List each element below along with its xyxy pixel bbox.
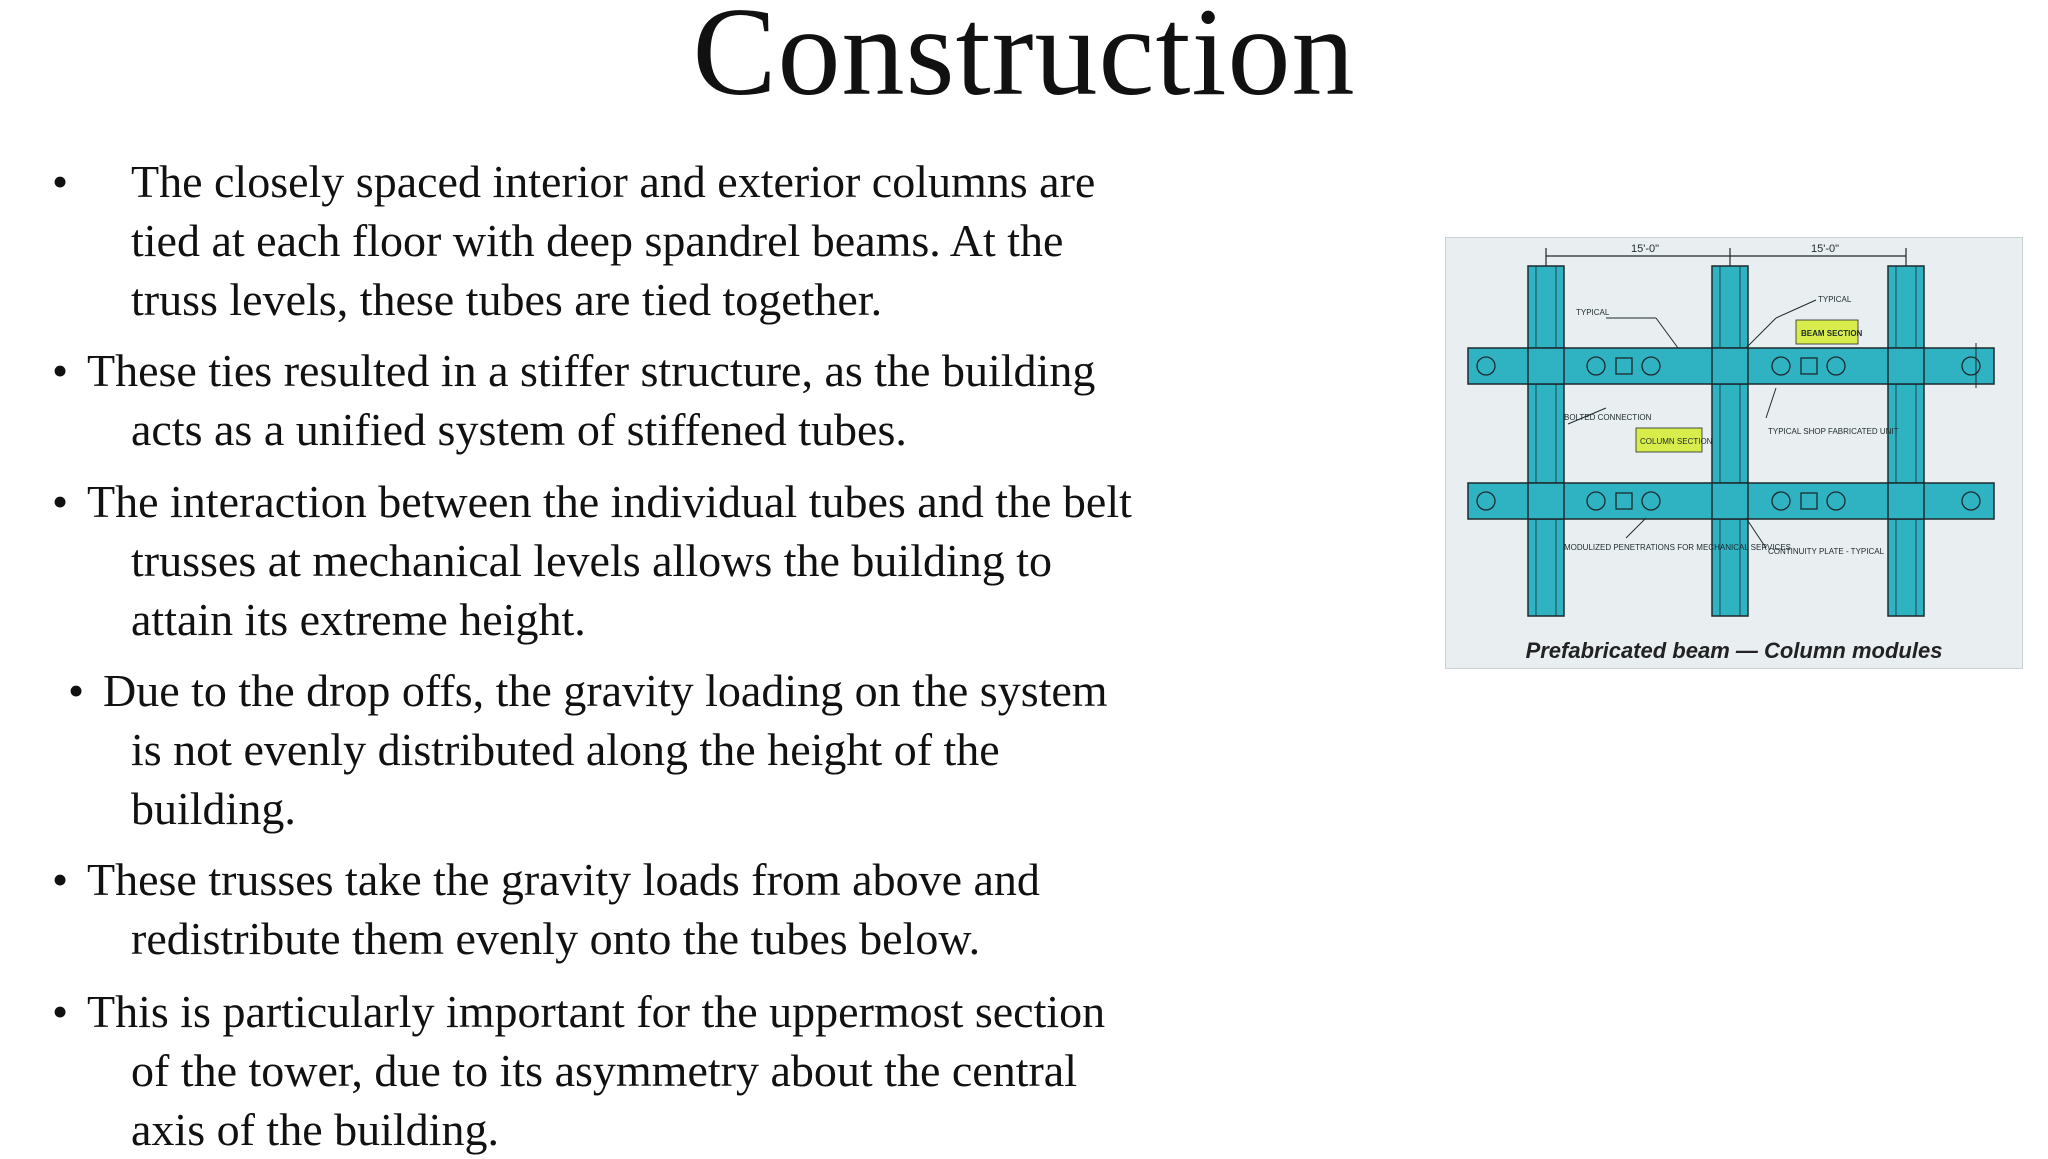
callout-penetrations: MODULIZED PENETRATIONS FOR MECHANICAL SERVICES [1564,543,1791,552]
bullet-line: of the tower, due to its asymmetry about the central [131,1045,1077,1096]
bullet-line: This is particularly important for the uppermost section [87,986,1106,1037]
bullet-item [52,472,1132,649]
bullet-line: trusses at mechanical levels allows the building to [131,535,1053,586]
callout-typical: TYPICAL [1576,308,1610,317]
bullet-line: These trusses take the gravity loads from above and [87,854,1040,905]
bullet-line: tied at each floor with deep spandrel beams. At the [131,215,1064,266]
callout-typical-right: TYPICAL [1818,295,1852,304]
slide-title: Construction [692,0,1356,122]
bullet-line: is not evenly distributed along the height of the [131,724,1000,775]
bullet-item [52,982,1105,1159]
bullet-line: attain its extreme height. [131,594,586,645]
dimension-lines [1546,248,1906,266]
bullet-line: The closely spaced interior and exterior columns are [131,156,1096,207]
bullet-line: building. [131,783,296,834]
column [1888,266,1924,616]
bullet-line: Due to the drop offs, the gravity loading on the system [103,665,1108,716]
bullet-symbol: • [52,156,69,207]
column [1712,266,1748,616]
figure-caption: Prefabricated beam — Column modules [1525,638,1943,663]
beam-column-drawing [1446,238,2022,668]
callout-beam-section: BEAM SECTION [1801,329,1863,338]
bullet-line: The interaction between the individual tubes and the belt [87,476,1132,527]
bullet-line: acts as a unified system of stiffened tubes. [131,404,907,455]
bullet-item [52,152,1095,329]
callout-shop-unit: TYPICAL SHOP FABRICATED UNIT [1768,427,1899,436]
bullet-item [52,850,1040,968]
bullet-line: redistribute them evenly onto the tubes below. [131,913,981,964]
bullet-symbol: • [52,854,69,905]
bullet-symbol: • [52,345,69,396]
bullet-line: axis of the building. [131,1104,499,1155]
bullet-symbol: • [68,665,85,716]
columns [1528,266,1924,616]
beam-column-figure [1445,237,2023,669]
callout-bolted-connection: BOLTED CONNECTION [1564,413,1652,422]
callout-column-section: COLUMN SECTION [1640,437,1713,446]
callout-continuity-plate: CONTINUITY PLATE - TYPICAL [1768,547,1885,556]
bullet-symbol: • [52,476,69,527]
dimension-label: 15'-0" [1811,243,1840,255]
bullet-item [52,341,1095,459]
column [1528,266,1564,616]
bullet-symbol: • [52,986,69,1037]
bullet-item [68,661,1108,838]
bullet-line: These ties resulted in a stiffer structure, as the building [87,345,1096,396]
dimension-label: 15'-0" [1631,243,1660,255]
bullet-line: truss levels, these tubes are tied together. [131,274,883,325]
